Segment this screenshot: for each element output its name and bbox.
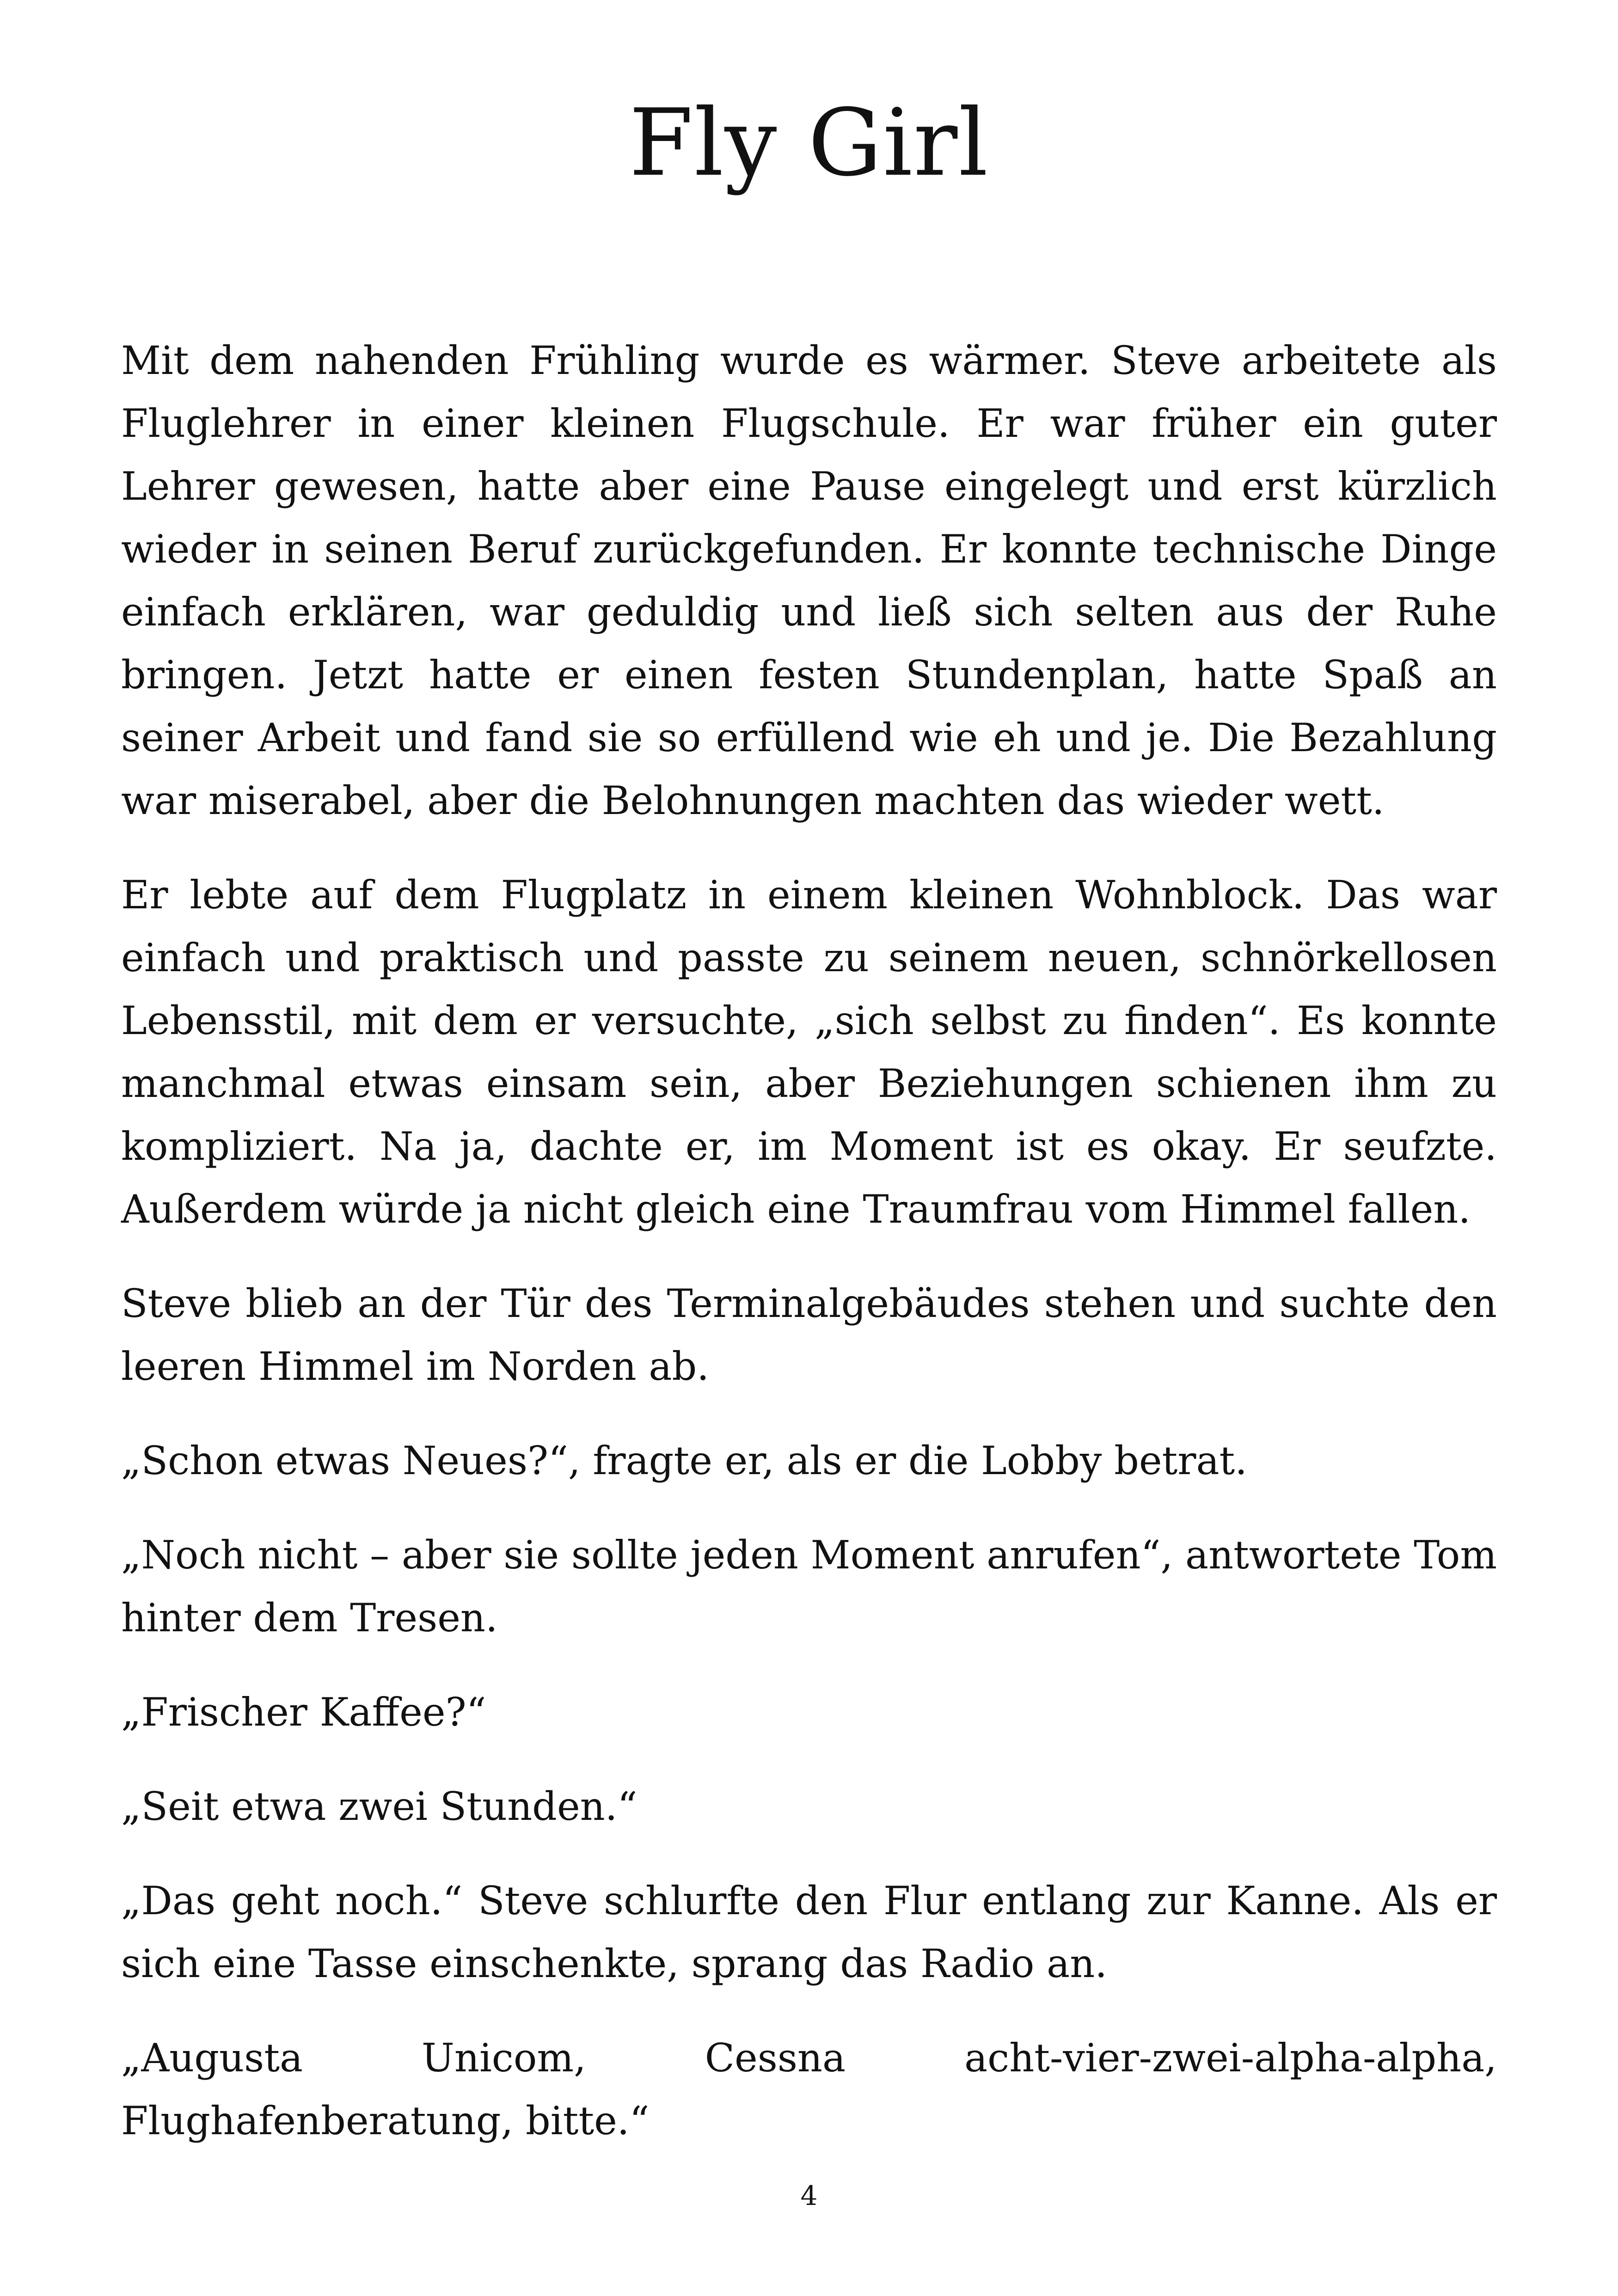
paragraph: Er lebte auf dem Flugplatz in einem kleinen Wohnblock. Das war einfach und praktisch und passte zu seinem neuen, schnörkellosen Lebensstil, mit dem er versuchte, „sich selbst zu finden“. Es konnte manchmal etwas einsam sein, aber Beziehungen schienen ihm zu kompliziert. Na ja, dachte er, im Moment ist es okay. Er seufzte. Außerdem würde ja nicht gleich eine Traumfrau vom Himmel fallen.	[121, 872, 1497, 1232]
paragraph: „Schon etwas Neues?“, fragte er, als er die Lobby betrat.	[121, 1438, 1247, 1483]
body-text	[121, 329, 1497, 2184]
page-title: Fly Girl	[629, 89, 989, 197]
paragraph: „Seit etwa zwei Stunden.“	[121, 1784, 637, 1829]
paragraph: Mit dem nahenden Frühling wurde es wärmer. Steve arbeitete als Fluglehrer in einer kleinen Flugschule. Er war früher ein guter Lehrer gewesen, hatte aber eine Pause eingelegt und erst kürzlich wieder in seinen Beruf zurückgefunden. Er konnte technische Dinge einfach erklären, war geduldig und ließ sich selten aus der Ruhe bringen. Jetzt hatte er einen festen Stundenplan, hatte Spaß an seiner Arbeit und fand sie so erfüllend wie eh und je. Die Bezahlung war miserabel, aber die Belohnungen machten das wieder wett.	[121, 338, 1497, 823]
paragraph: „Noch nicht – aber sie sollte jeden Moment anrufen“, antwortete Tom hinter dem Tresen.	[121, 1532, 1497, 1641]
paragraph: „Frischer Kaffee?“	[121, 1690, 486, 1735]
paragraph: „Das geht noch.“ Steve schlurfte den Flur entlang zur Kanne. Als er sich eine Tasse einschenkte, sprang das Radio an.	[121, 1878, 1497, 1986]
page-number: 4	[800, 2180, 818, 2211]
paragraph: Steve blieb an der Tür des Terminalgebäudes stehen und suchte den leeren Himmel im Norden ab.	[121, 1281, 1497, 1389]
paragraph: „Augusta Unicom, Cessna acht-vier-zwei-alpha-alpha, Flughafenberatung, bitte.“	[121, 2035, 1497, 2143]
